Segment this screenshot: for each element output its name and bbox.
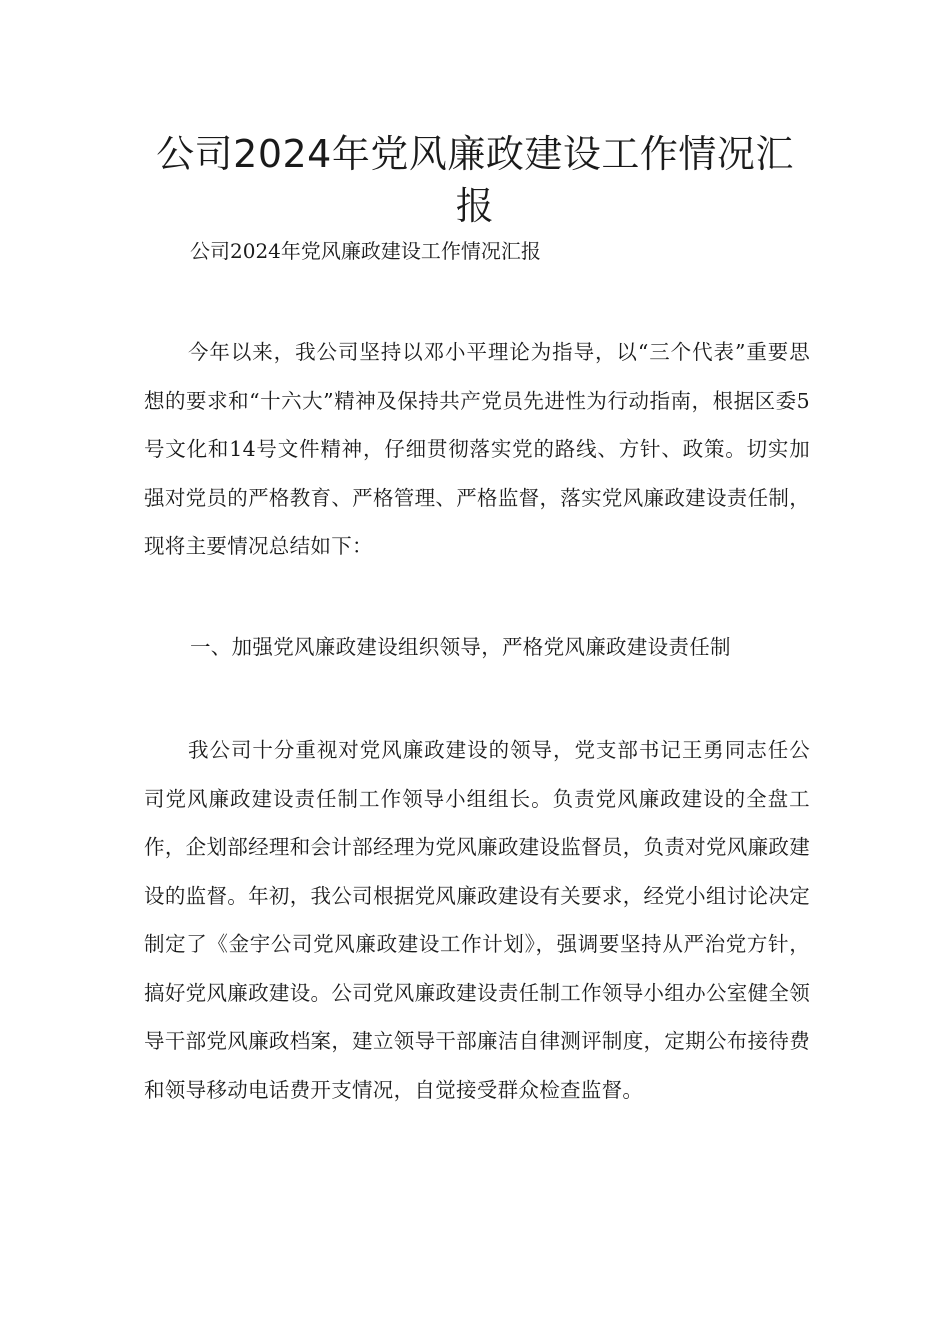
section-heading: 一、加强党风廉政建设组织领导，严格党风廉政建设责任制 [190,635,731,659]
intro-paragraph: 今年以来，我公司坚持以邓小平理论为指导，以“三个代表”重要思想的要求和“十六大”精神及保持共产党员先进性为行动指南，根据区委5号文化和14号文件精神，仔细贯彻落实党的路线、方针、政策。切实加强对党员的严格教育、严格管理、严格监督，落实党风廉政建设责任制，现将主要情况总结如下： [144,340,810,558]
document-subtitle: 公司2024年党风廉政建设工作情况汇报 [190,239,541,263]
document-title: 公司2024年党风廉政建设工作情况汇报 [156,132,794,228]
body-paragraph: 我公司十分重视对党风廉政建设的领导，党支部书记王勇同志任公司党风廉政建设责任制工作领导小组组长。负责党风廉政建设的全盘工作，企划部经理和会计部经理为党风廉政建设监督员，负责对党风廉政建设的监督。年初，我公司根据党风廉政建设有关要求，经党小组讨论决定制定了《金宇公司党风廉政建设工作计划》，强调要坚持从严治党方针，搞好党风廉政建设。公司党风廉政建设责任制工作领导小组办公室健全领导干部党风廉政档案，建立领导干部廉洁自律测评制度，定期公布接待费和领导移动电话费开支情况，自觉接受群众检查监督。 [144,738,810,1102]
